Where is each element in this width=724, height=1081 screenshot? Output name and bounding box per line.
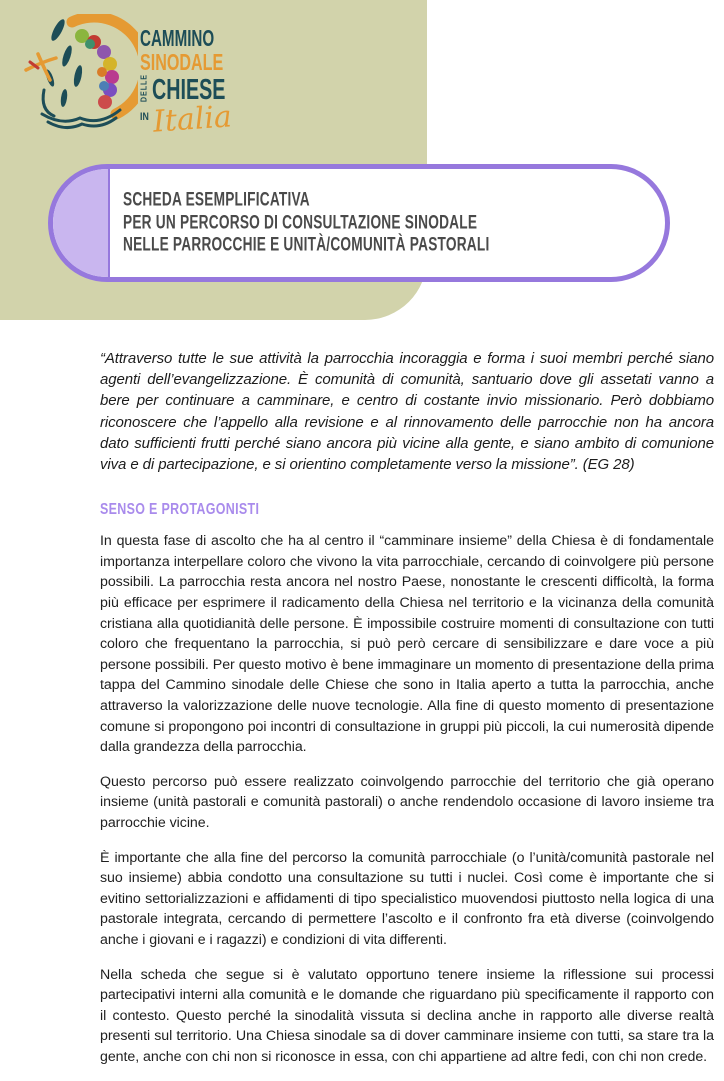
logo-mark-icon: [20, 14, 138, 138]
logo-word-sinodale: SINODALE: [140, 49, 224, 75]
title-banner: [48, 164, 670, 282]
paragraph-3: È importante che alla fine del percorso la comunità parrocchiale (o l’unità/comunità pastorale nel suo insieme) abbia condotto una consultazione su tutti i nuclei. Così come è importante che si evitino settorializzazioni e affidamenti di tipo specialistico muovendosi piuttosto nella logica di una pastorale integrata, cercando di permettere l’ascolto e il confronto fra età diverse (coinvolgendo anche i giovani e i ragazzi) e condizioni di vita differenti.: [100, 849, 714, 948]
logo-word-delle: DELLE: [139, 73, 149, 103]
paragraph-2: Questo percorso può essere realizzato coinvolgendo parrocchie del territorio che già operano insieme (unità pastorali e comunità pastorali) o anche rendendolo occasione di lavoro insieme tra parrocchie vicine.: [100, 773, 714, 831]
title-line-3: NELLE PARROCCHIE E UNITÀ/COMUNITÀ PASTORALI: [123, 234, 490, 256]
title-banner-lavender-cap: [53, 169, 110, 277]
logo-word-cammino: CAMMINO: [140, 25, 215, 51]
paragraph-4: Nella scheda che segue si è valutato opportuno tenere insieme la riflessione sui processi partecipativi interni alla comunità e le domande che riguardano più specificamente il rapporto con il contesto. Questo perché la sinodalità vissuta si declina anche in rapporto alle diverse realtà presenti sul territorio. Una Chiesa sinodale sa di dover camminare insieme con tutti, sa stare tra la gente, anche con chi non si riconosce in essa, con chi appartiene ad altre fedi, con chi non crede.: [100, 966, 714, 1065]
document-title: [123, 189, 632, 257]
opening-quote: “Attraverso tutte le sue attività la parrocchia incoraggia e forma i suoi membri perché siano agenti dell’evangelizzazione. È comunità di comunità, santuario dove gli assetati vanno a bere per continuare a camminare, e centro di costante invio missionario. Però dobbiamo riconoscere che l’appello alla revisione e al rinnovamento delle parrocchie non ha ancora dato sufficienti frutti perché siano ancora più vicine alla gente, e siano ambito di comunione viva e di partecipazione, e si orientino completamente verso la missione”. (EG 28): [100, 350, 714, 474]
cammino-sinodale-logo: [20, 12, 250, 140]
logo-word-italia: Italia: [151, 99, 233, 140]
title-line-1: SCHEDA ESEMPLIFICATIVA: [123, 189, 310, 211]
paragraph-1: In questa fase di ascolto che ha al centro il “camminare insieme” della Chiesa è di fondamentale importanza interpellare coloro che vivono la vita parrocchiale, cercando di coinvolgere più persone possibili. La parrocchia resta ancora nel nostro Paese, nonostante le crescenti difficoltà, la forma più efficace per esprimere il radicamento della Chiesa nel territorio e la vicinanza della comunità cristiana alla quotidianità delle persone. È impossibile costruire momenti di consultazione con tutti coloro che frequentano la parrocchia, si può però cercare di sensibilizzare e dare voce a più persone possibili. Per questo motivo è bene immaginare un momento di presentazione della prima tappa del Cammino sinodale delle Chiese che sono in Italia aperto a tutta la parrocchia, anche attraverso la valorizzazione delle nuove tecnologie. Alla fine di questo momento di presentazione comune si propongono poi incontri di consultazione in gruppi più piccoli, la cui numerosità dipende dalla grandezza della parrocchia.: [100, 533, 714, 756]
logo-wordmark: [139, 25, 250, 140]
logo-word-chiese: CHIESE: [152, 74, 226, 106]
title-line-2: PER UN PERCORSO DI CONSULTAZIONE SINODALE: [123, 211, 478, 233]
logo-word-in: IN: [140, 111, 149, 123]
section-heading: SENSO E PROTAGONISTI: [100, 501, 260, 519]
page-content: [100, 348, 714, 1081]
